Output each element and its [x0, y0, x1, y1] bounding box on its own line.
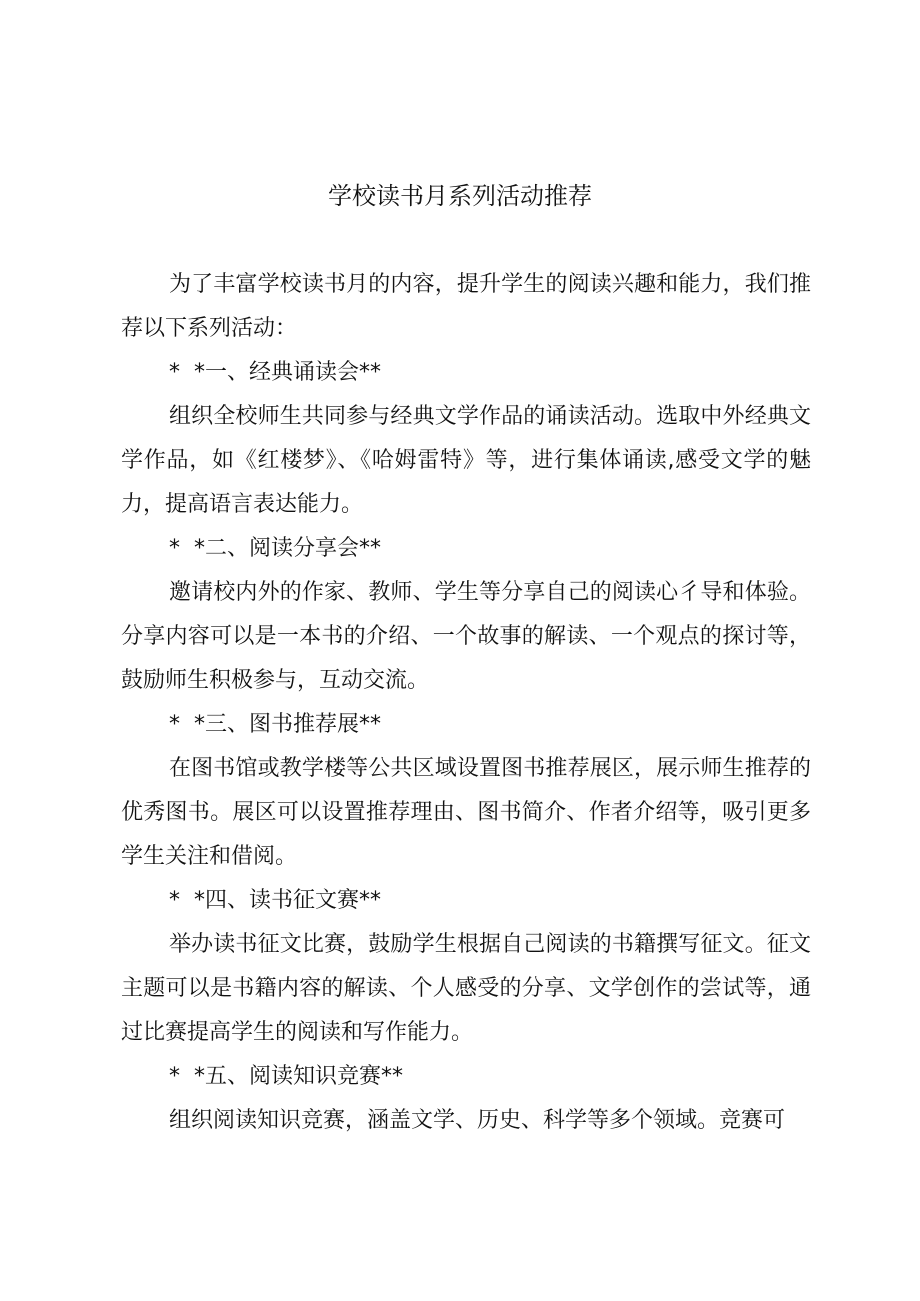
document-title: 学校读书月系列活动推荐 — [328, 182, 592, 210]
section-body-1: 组织全校师生共同参与经典文学作品的诵读活动。选取中外经典文学作品，如《红楼梦》、《哈姆雷特》等，进行集体诵读,感受文学的魅力，提高语言表达能力。 — [121, 404, 811, 517]
intro-paragraph: 为了丰富学校读书月的内容，提升学生的阅读兴趣和能力，我们推荐以下系列活动： — [121, 272, 811, 341]
section-heading-1: * *一、经典诵读会** — [169, 360, 381, 385]
section-heading-2: * *二、阅读分享会** — [169, 536, 381, 561]
section-body-2: 邀请校内外的作家、教师、学生等分享自己的阅读心彳导和体验。分享内容可以是一本书的介绍、一个故事的解读、一个观点的探讨等，鼓励师生积极参与，互动交流。 — [121, 580, 811, 693]
section-heading-5: * *五、阅读知识竞赛** — [169, 1064, 403, 1089]
section-body-5: 组织阅读知识竞赛，涵盖文学、历史、科学等多个领域。竞赛可 — [169, 1108, 786, 1133]
document-body — [121, 263, 811, 1143]
section-heading-3: * *三、图书推荐展** — [169, 712, 381, 737]
section-heading-4: * *四、读书征文赛** — [169, 888, 381, 913]
section-body-4: 举办读书征文比赛，鼓励学生根据自己阅读的书籍撰写征文。征文主题可以是书籍内容的解读、个人感受的分享、文学创作的尝试等，通过比赛提高学生的阅读和写作能力。 — [121, 932, 811, 1045]
section-body-3: 在图书馆或教学楼等公共区域设置图书推荐展区，展示师生推荐的优秀图书。展区可以设置推荐理由、图书简介、作者介绍等，吸引更多学生关注和借阅。 — [121, 756, 811, 869]
